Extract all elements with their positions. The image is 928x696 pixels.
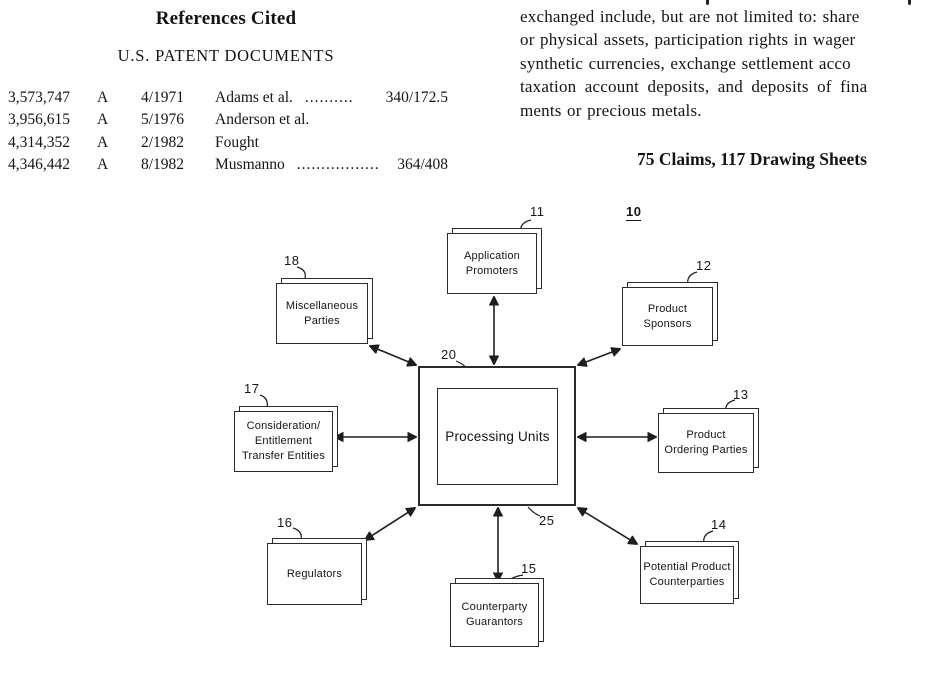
patent-number: 3,956,615	[8, 111, 70, 129]
patent-kind: A	[97, 156, 109, 174]
patent-class: 340/172.5	[385, 89, 448, 106]
node-product-sponsors	[622, 287, 713, 346]
ref-numeral-15: 15	[521, 561, 537, 576]
patent-date: 8/1982	[141, 156, 185, 174]
node-label: Regulators	[286, 567, 343, 580]
node-label: Miscellaneous Parties	[285, 299, 359, 327]
patent-date: 4/1971	[141, 89, 185, 106]
node-regulators	[267, 543, 362, 605]
ref-numeral-14: 14	[711, 517, 727, 532]
ref-numeral-25: 25	[539, 513, 555, 528]
node-product-ordering-parties	[658, 413, 754, 473]
ref-numeral-16: 16	[277, 515, 293, 530]
abstract-line: ments or precious metals.	[520, 101, 702, 120]
abstract-line: exchanged include, but are not limited to: share	[520, 7, 860, 26]
node-label: Product Sponsors	[643, 302, 692, 330]
patent-date: 2/1982	[141, 133, 185, 151]
double-arrow-top-right	[578, 349, 620, 365]
node-label: Counterparty Guarantors	[461, 601, 528, 628]
us-patent-documents-heading: U.S. PATENT DOCUMENTS	[117, 46, 335, 65]
patent-inventor: Adams et al.	[215, 89, 293, 106]
claims-drawing-sheets-line: 75 Claims, 117 Drawing Sheets	[637, 149, 867, 169]
references-cited-heading: References Cited	[155, 8, 297, 29]
node-consideration-entitlement-transfer	[234, 411, 333, 472]
abstract-line: synthetic currencies, exchange settlement acco	[520, 54, 851, 73]
node-label: Processing Units	[445, 429, 550, 444]
ref-numeral-20: 20	[441, 347, 457, 362]
leader-line-18	[297, 267, 305, 278]
patent-number: 4,314,352	[8, 133, 70, 151]
patent-kind: A	[97, 111, 109, 129]
double-arrow-bottom-right	[578, 508, 637, 544]
patent-kind: A	[97, 133, 109, 151]
abstract-line: taxation account deposits, and deposits of fina	[520, 77, 868, 96]
ref-numeral-13: 13	[733, 387, 749, 402]
node-miscellaneous-parties	[276, 283, 368, 344]
double-arrow-top-left	[370, 346, 416, 365]
node-label: Product Ordering Parties	[664, 429, 748, 456]
patent-inventor: Anderson et al.	[215, 111, 310, 129]
patent-number: 4,346,442	[8, 156, 70, 174]
dot-leader: .................	[296, 156, 380, 174]
abstract-line: or physical assets, participation rights in wager	[520, 30, 856, 49]
patent-kind: A	[97, 89, 109, 106]
patent-inventor: Fought	[215, 133, 259, 151]
node-label: Consideration/ Entitlement Transfer Entities	[241, 420, 326, 462]
ref-numeral-11: 11	[530, 204, 545, 219]
node-application-promoters	[447, 233, 537, 294]
node-label: Potential Product Counterparties	[643, 561, 731, 588]
figure-number-10: 10	[626, 204, 642, 219]
node-potential-product-counterparties	[640, 546, 734, 604]
node-counterparty-guarantors	[450, 583, 539, 647]
double-arrow-bottom-left	[365, 508, 415, 540]
node-processing-units	[437, 388, 558, 485]
node-processing-units-outer	[418, 366, 576, 506]
ref-numeral-17: 17	[244, 381, 260, 396]
patent-inventor: Musmanno	[215, 156, 285, 174]
patent-date: 5/1976	[141, 111, 185, 129]
node-label: Application Promoters	[463, 249, 520, 277]
ref-numeral-12: 12	[696, 258, 712, 273]
patent-class: 364/408	[397, 156, 448, 174]
ref-numeral-18: 18	[284, 253, 300, 268]
dot-leader: ..........	[304, 89, 354, 106]
patent-number: 3,573,747	[8, 89, 70, 106]
